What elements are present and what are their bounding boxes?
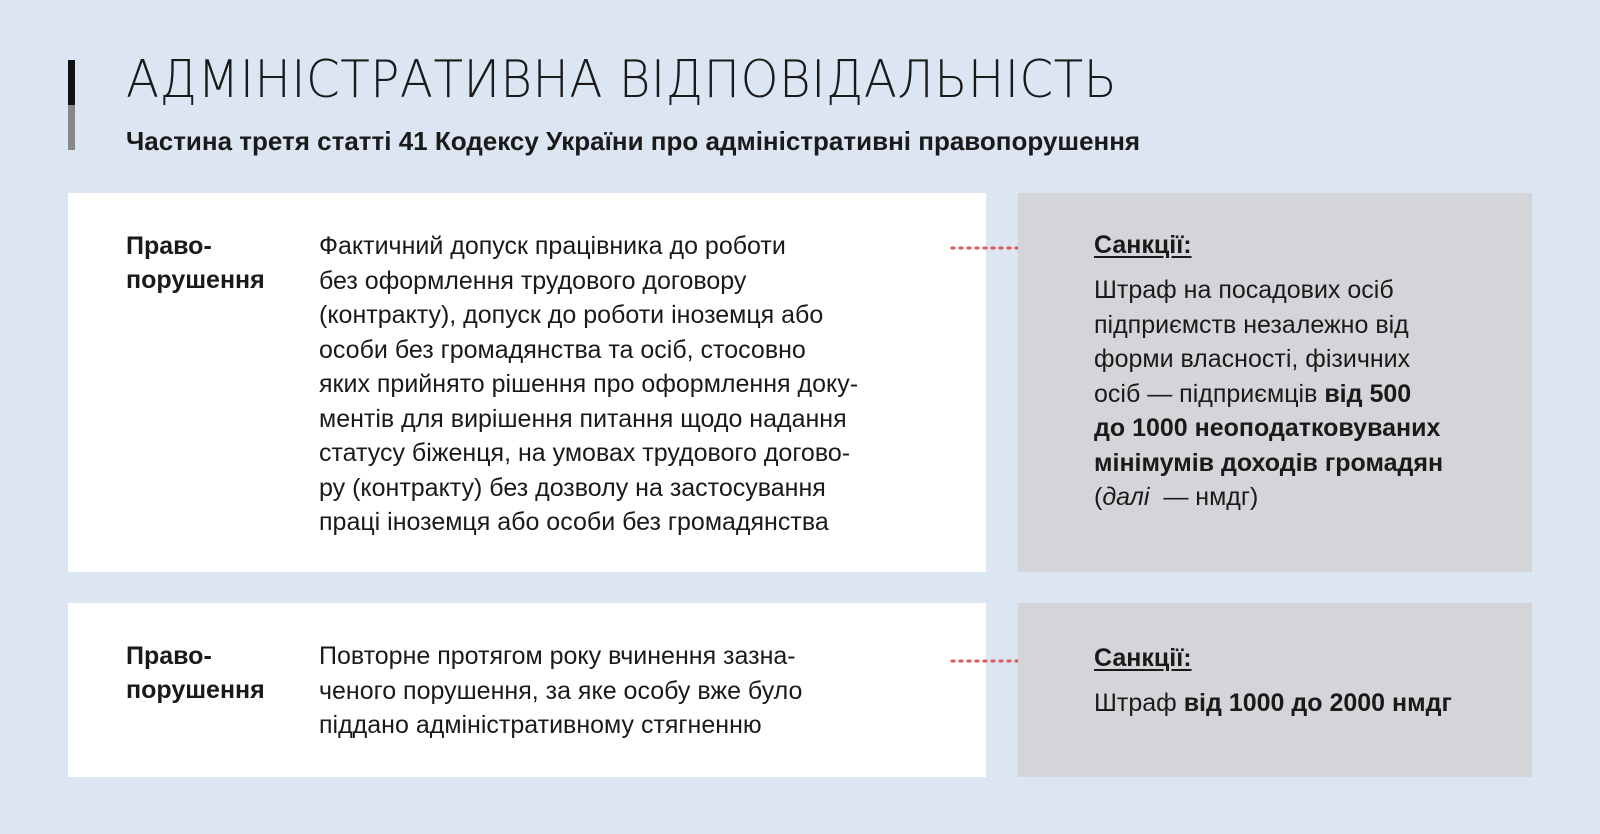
sanction-title: Санкції: — [1094, 231, 1192, 259]
offense-description: Фактичний допуск працівника до роботи без оформлення трудового договору (контракту), допуск до роботи іноземця або особи без громадянства та осіб, стосовно яких прийнято рішення про оформлення доку- ментів для вирішення питання щодо надання статусу біженця, на умовах трудового догово- ру (контракту) без дозволу на застосування праці іноземця або особи без громадянства — [319, 232, 859, 536]
offense-label: Право- порушення — [126, 642, 265, 704]
page-subtitle: Частина третя статті 41 Кодексу України про адміністративні правопорушення — [126, 126, 1141, 156]
sanction-description: Штраф на посадових осіб підприємств незалежно від форми власності, фізичних осіб — підприємців від 500 до 1000 неоподатковуваних мінімумів доходів громадян (далі — нмдг) — [1094, 276, 1444, 511]
offense-label: Право- порушення — [126, 232, 265, 294]
offense-card-1 — [68, 193, 986, 572]
title-accent-bar — [68, 60, 75, 150]
page-title: АДМІНІСТРАТИВНА ВІДПОВІДАЛЬНІСТЬ — [126, 50, 1118, 110]
sanction-title: Санкції: — [1094, 644, 1192, 672]
sanction-box-1 — [1018, 193, 1532, 572]
offense-description: Повторне протягом року вчинення зазна- ченого порушення, за яке особу вже було піддано адміністративному стягненню — [319, 642, 803, 739]
sanction-description: Штраф від 1000 до 2000 нмдг — [1094, 689, 1452, 717]
sanction-box-2 — [1018, 603, 1532, 777]
offense-card-2 — [68, 603, 986, 777]
